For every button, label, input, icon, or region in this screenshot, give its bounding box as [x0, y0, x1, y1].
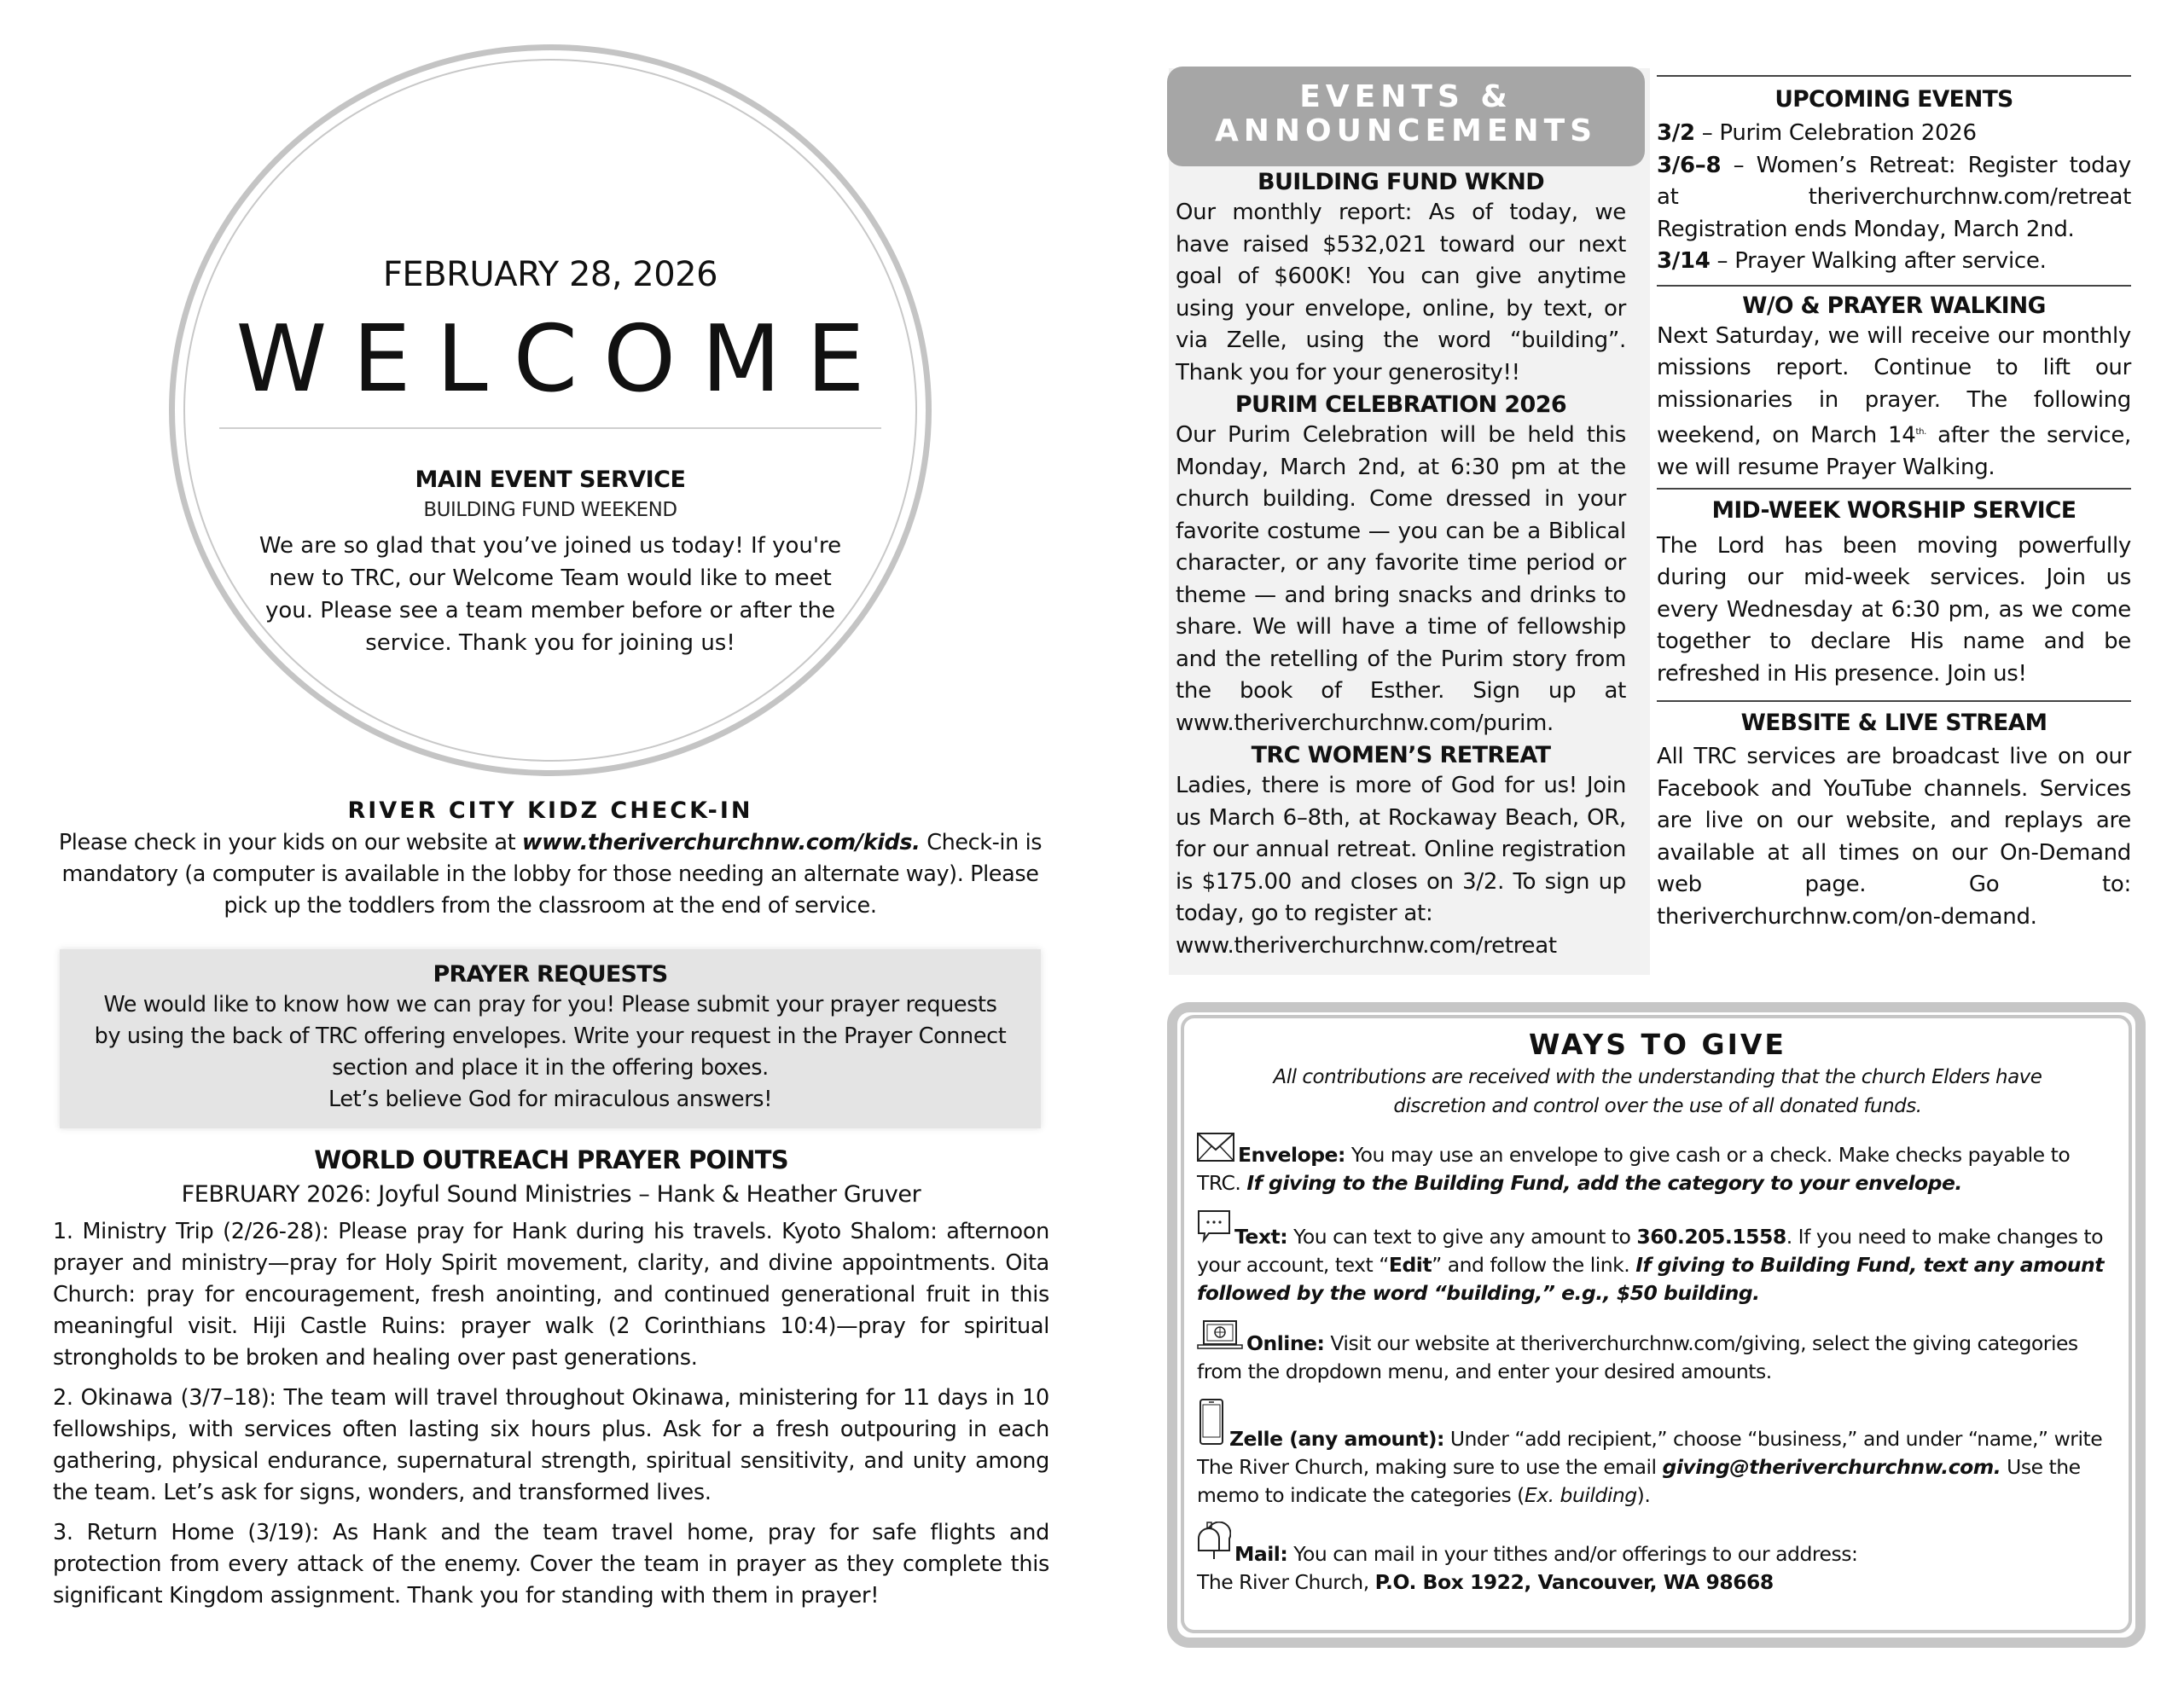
- retreat-url-link[interactable]: www.theriverchurchnw.com/retreat: [1176, 932, 1557, 959]
- divider: [1657, 75, 2131, 77]
- give-zelle: [1197, 1398, 2118, 1510]
- laptop-globe-icon: [1197, 1319, 1243, 1358]
- welcome-divider: [219, 427, 881, 429]
- text-keyword: Edit: [1388, 1253, 1432, 1277]
- upcoming-title: UPCOMING EVENTS: [1774, 86, 2013, 113]
- prayer-requests-body: [60, 989, 1041, 1116]
- events-header-line1: EVENTS &: [1299, 79, 1513, 114]
- kidz-body-text-2: Check-in is mandatory (a computer is available in the lobby for those needing an alternate way). Please pick up the toddlers from the classroom at the end of service.: [61, 830, 1043, 919]
- welcome-circle: [169, 44, 932, 776]
- envelope-text: You may use an envelope to give cash or a check. Make checks payable to TRC.: [1197, 1143, 2071, 1195]
- prayer-requests-closing: Let’s believe God for miraculous answers!: [328, 1087, 773, 1112]
- welcome-title: WELCOME: [235, 306, 891, 413]
- midweek-title: MID-WEEK WORSHIP SERVICE: [1711, 496, 2077, 524]
- phone-icon: [1197, 1398, 1226, 1453]
- building-fund-body: Our monthly report: As of today, we have raised $532,021 toward our next goal of $600K! You can give anytime using your envelope, online, by text, or via Zelle, using the word “building”. Thank you for your generosity!!: [1176, 200, 1626, 386]
- text-text-3: ” and follow the link.: [1432, 1253, 1636, 1277]
- upcoming-item: [1657, 150, 2131, 246]
- give-text: [1197, 1209, 2118, 1307]
- upcoming-date: 3/6–8: [1657, 152, 1722, 178]
- zelle-text: Under “add recipient,” choose “business,” and under “name,” write The River Church, making sure to use the email: [1197, 1427, 2103, 1479]
- divider: [1657, 488, 2131, 490]
- right-column: [1657, 75, 2131, 933]
- give-online: [1197, 1319, 2118, 1386]
- service-subtitle: BUILDING FUND WEEKEND: [423, 499, 677, 521]
- text-emphasis: If giving to Building Fund, text any amount followed by the word “building,” e.g., $50 building.: [1197, 1253, 2104, 1305]
- wo-prayer-walking-title: W/O & PRAYER WALKING: [1742, 292, 2046, 319]
- mail-label: Mail:: [1234, 1542, 1288, 1566]
- ways-to-give-note: All contributions are received with the understanding that the church Elders have discretion and control over the use of all donated funds.: [1273, 1066, 2042, 1117]
- retreat-title: TRC WOMEN’S RETREAT: [1251, 742, 1551, 768]
- chat-bubble-icon: [1197, 1209, 1231, 1251]
- kidz-body-text: Please check in your kids on our website at: [58, 830, 522, 855]
- events-header: [1167, 67, 1645, 166]
- retreat-body: Ladies, there is more of God for us! Join us March 6–8th, at Rockaway Beach, OR, for our annual retreat. Online registration is $175.00 and closes on 3/2. To sign up today, go to register at:: [1176, 773, 1626, 926]
- text-label: Text:: [1234, 1225, 1288, 1249]
- text-text: You can text to give any amount to: [1287, 1225, 1637, 1249]
- livestream-title: WEBSITE & LIVE STREAM: [1740, 710, 2048, 737]
- text-phone-number[interactable]: 360.205.1558: [1636, 1225, 1786, 1249]
- upcoming-text: – Purim Celebration 2026: [1694, 120, 1977, 146]
- give-mail: [1197, 1522, 2118, 1597]
- upcoming-item: [1657, 118, 2131, 150]
- outreach-item: 3. Return Home (3/19): As Hank and the team travel home, pray for safe flights and protection from every attack of the enemy. Cover the team in prayer as they complete this significant Kingdom assignment. Thank you for standing with them in prayer!: [53, 1520, 1049, 1609]
- welcome-date: FEBRUARY 28, 2026: [382, 255, 718, 294]
- upcoming-date: 3/2: [1657, 120, 1695, 146]
- purim-body: Our Purim Celebration will be held this Monday, March 2nd, at 6:30 pm at the church building. Come dressed in your favorite costume — you can be a Biblical character, or any favorite time period or theme — and bring snacks and drinks to share. We will have a time of fellowship and the retelling of the Purim story from the book of Esther. Sign up at www.theriverchurchnw.com/purim.: [1176, 422, 1626, 736]
- prayer-requests-title: PRAYER REQUESTS: [433, 961, 668, 988]
- online-label: Online:: [1246, 1331, 1325, 1355]
- outreach-item: 2. Okinawa (3/7–18): The team will travel throughout Okinawa, ministering for 11 days in 10 fellowships, with services often lasting six hours plus. Ask for a fresh outpouring in each gathering, physical endurance, supernatural strength, spiritual sensitivity, and unity among the team. Let’s ask for signs, wonders, and transformed lives.: [53, 1385, 1049, 1505]
- divider: [1657, 700, 2131, 702]
- outreach-item: 1. Ministry Trip (2/26-28): Please pray for Hank during his travels. Kyoto Shalom: afternoon prayer and ministry—pray for Holy Spirit movement, clarity, and divine appointments. Oita Church: pray for encouragement, fresh anointing, and continued generational fruit in this meaningful visit. Hiji Castle Ruins: prayer walk (2 Corinthians 10:4)—pray for spiritual strongholds to be broken and healing over past generations.: [53, 1219, 1049, 1371]
- outreach-title: WORLD OUTREACH PRAYER POINTS: [314, 1145, 788, 1174]
- wo-body-sup: th.: [1915, 427, 1927, 437]
- zelle-text-3: ).: [1636, 1483, 1651, 1507]
- upcoming-text: – Women’s Retreat: Register today at theriverchurchnw.com/retreat Registration ends Monday, March 2nd.: [1657, 152, 2131, 242]
- purim-title: PURIM CELEBRATION 2026: [1234, 391, 1567, 418]
- mailbox-icon: [1197, 1522, 1231, 1568]
- zelle-text-2: Use the memo to indicate the categories (: [1197, 1455, 2081, 1507]
- world-outreach-section: [53, 1145, 1049, 1612]
- ways-to-give-section: [1197, 1028, 2118, 1597]
- welcome-body: We are so glad that you’ve joined us today! If you're new to TRC, our Welcome Team would like to meet you. Please see a team member before or after the service. Thank you for joining us!: [258, 533, 842, 656]
- zelle-email-link[interactable]: giving@theriverchurchnw.com.: [1662, 1455, 2001, 1479]
- envelope-icon: [1197, 1133, 1234, 1169]
- give-envelope: [1197, 1133, 2118, 1197]
- ways-to-give-title: WAYS TO GIVE: [1529, 1028, 1786, 1061]
- prayer-requests-text: We would like to know how we can pray for you! Please submit your prayer requests by using the back of TRC offering envelopes. Write your request in the Prayer Connect section and place it in the offering boxes.: [94, 992, 1007, 1081]
- divider: [1657, 285, 2131, 287]
- envelope-emphasis: If giving to the Building Fund, add the category to your envelope.: [1246, 1171, 1962, 1195]
- envelope-label: Envelope:: [1238, 1143, 1345, 1167]
- service-title: MAIN EVENT SERVICE: [415, 467, 686, 493]
- mail-text: You can mail in your tithes and/or offerings to our address:: [1287, 1542, 1858, 1566]
- prayer-requests-box: [60, 949, 1041, 1128]
- zelle-example: Ex. building: [1524, 1483, 1637, 1507]
- upcoming-item: [1657, 246, 2131, 278]
- mail-address: P.O. Box 1922, Vancouver, WA 98668: [1374, 1570, 1774, 1594]
- kidz-title: RIVER CITY KIDZ CHECK-IN: [347, 797, 753, 824]
- kidz-url-link[interactable]: www.theriverchurchnw.com/kids.: [521, 830, 921, 855]
- mail-addressee: The River Church,: [1197, 1570, 1375, 1594]
- kidz-checkin-section: [51, 797, 1049, 922]
- wo-body-text-2: after the service, we will resume Prayer Walking.: [1657, 422, 2131, 481]
- outreach-subtitle: FEBRUARY 2026: Joyful Sound Ministries – Hank & Heather Gruver: [181, 1181, 921, 1208]
- upcoming-date: 3/14: [1657, 248, 1711, 274]
- building-fund-title: BUILDING FUND WKND: [1257, 169, 1545, 195]
- wo-prayer-walking-body: [1657, 321, 2131, 484]
- text-text-2: . If you need to make changes to your account, text “: [1197, 1225, 2104, 1277]
- midweek-body: The Lord has been moving powerfully during our mid-week services. Join us every Wednesday at 6:30 pm, as we come together to declare His name and be refreshed in His presence. Join us!: [1657, 532, 2131, 687]
- events-header-line2: ANNOUNCEMENTS: [1214, 113, 1598, 148]
- upcoming-list: [1657, 118, 2131, 278]
- zelle-label: Zelle (any amount):: [1229, 1427, 1444, 1451]
- events-body: [1176, 168, 1626, 962]
- kidz-body: [51, 827, 1049, 922]
- online-text: Visit our website at theriverchurchnw.com/giving, select the giving categories from the dropdown menu, and enter your desired amounts.: [1197, 1331, 2078, 1383]
- upcoming-text: – Prayer Walking after service.: [1710, 248, 2047, 274]
- wo-body-text: Next Saturday, we will receive our monthly missions report. Continue to lift our missionaries in prayer. The following weekend, on March 14: [1657, 322, 2131, 449]
- livestream-body: All TRC services are broadcast live on our Facebook and YouTube channels. Services are live on our website, and replays are available at all times on our On-Demand web page. Go to: theriverchurchnw.com/on-demand.: [1657, 744, 2131, 930]
